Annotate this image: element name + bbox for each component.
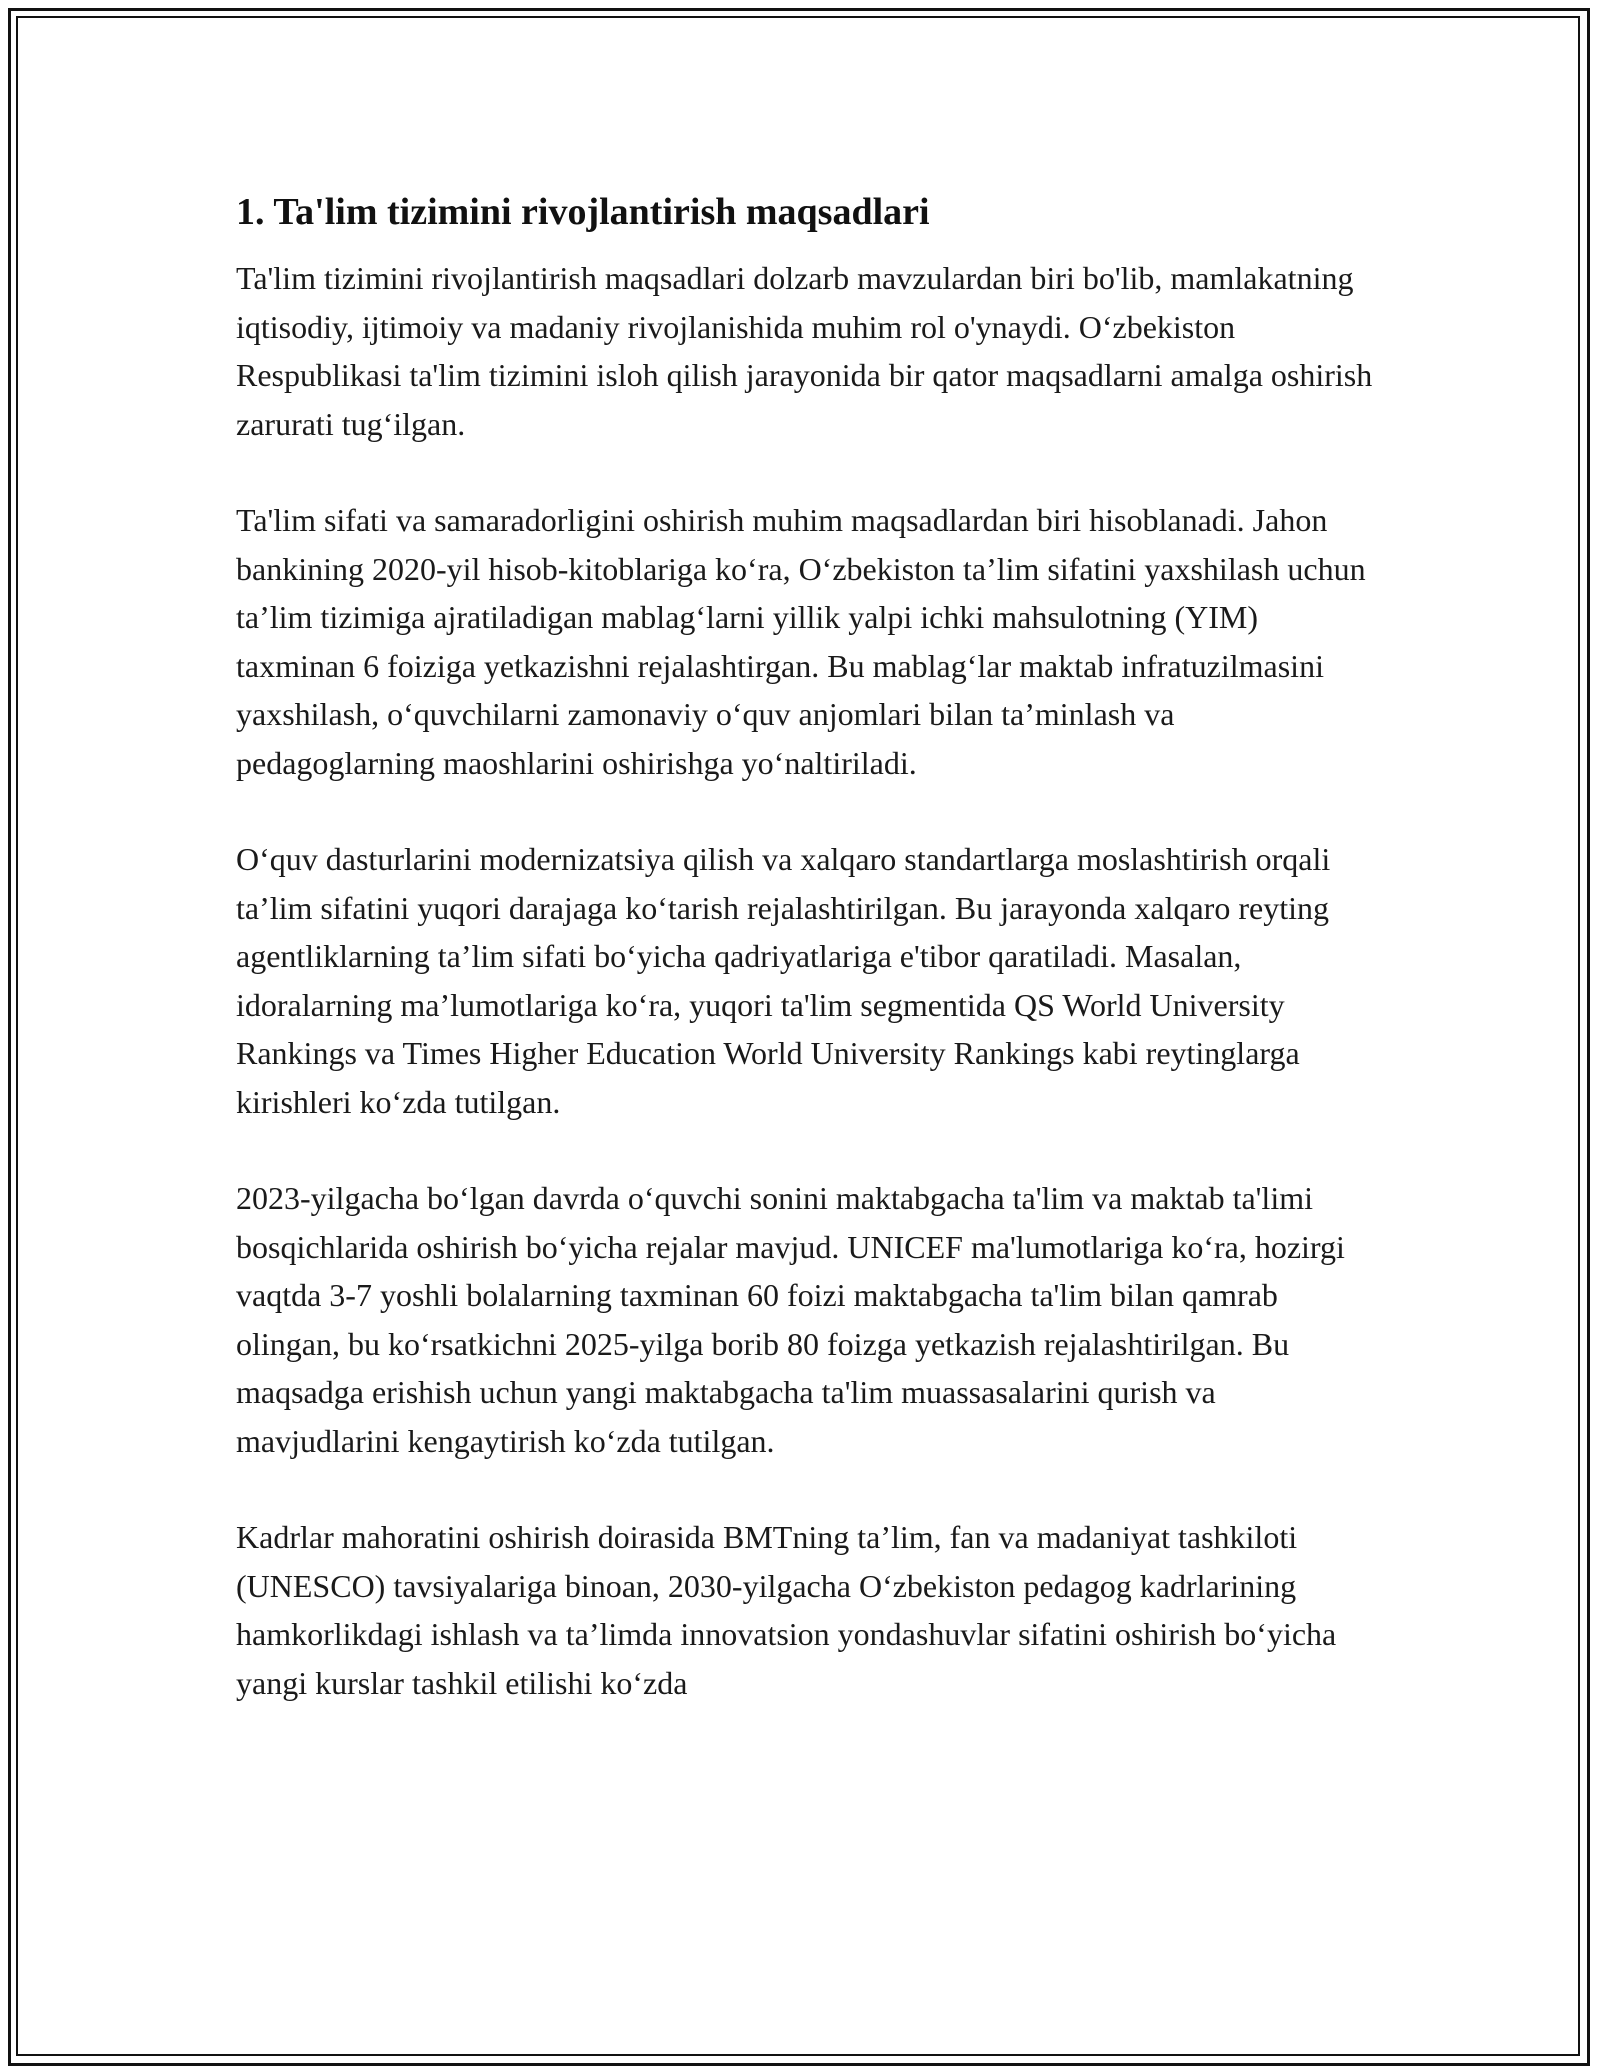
section-heading: 1. Ta'lim tizimini rivojlantirish maqsadlari — [236, 191, 930, 233]
paragraph-5: Kadrlar mahoratini oshirish doirasida BMTning ta’lim, fan va madaniyat tashkiloti (UNESCO) tavsiyalariga binoan, 2030-yilgacha O‘zbekiston pedagog kadrlarining hamkorlikdagi ishlash va ta’limda innovatsion yondashuvlar sifatini oshirish bo‘yicha yangi kurslar tashkil etilishi ko‘zda — [236, 1519, 1337, 1701]
paragraph-1: Ta'lim tizimini rivojlantirish maqsadlari dolzarb mavzulardan biri bo'lib, mamlakatning iqtisodiy, ijtimoiy va madaniy rivojlanishida muhim rol o'ynaydi. O‘zbekiston Respublikasi ta'lim tizimini isloh qilish jarayonida bir qator maqsadlarni amalga oshirish zarurati tug‘ilgan. — [236, 260, 1373, 442]
paragraph-3: O‘quv dasturlarini modernizatsiya qilish va xalqaro standartlarga moslashtirish orqali ta’lim sifatini yuqori darajaga ko‘tarish rejalashtirilgan. Bu jarayonda xalqaro reyting agentliklarning ta’lim sifati bo‘yicha qadriyatlariga e'tibor qaratiladi. Masalan, idoralarning ma’lumotlariga ko‘ra, yuqori ta'lim segmentida QS World University Rankings va Times Higher Education World University Rankings kabi reytinglarga kirishleri ko‘zda tutilgan. — [236, 841, 1331, 1120]
paragraph-4: 2023-yilgacha bo‘lgan davrda o‘quvchi sonini maktabgacha ta'lim va maktab ta'limi bosqichlarida oshirish bo‘yicha rejalar mavjud. UNICEF ma'lumotlariga ko‘ra, hozirgi vaqtda 3-7 yoshli bolalarning taxminan 60 foizi maktabgacha ta'lim bilan qamrab olingan, bu ko‘rsatkichni 2025-yilga borib 80 foizga yetkazish rejalashtirilgan. Bu maqsadga erishish uchun yangi maktabgacha ta'lim muassasalarini qurish va mavjudlarini kengaytirish ko‘zda tutilgan. — [236, 1180, 1345, 1459]
paragraph-2: Ta'lim sifati va samaradorligini oshirish muhim maqsadlardan biri hisoblanadi. Jahon bankining 2020-yil hisob-kitoblariga ko‘ra, O‘zbekiston ta’lim sifatini yaxshilash uchun ta’lim tizimiga ajratiladigan mablag‘larni yillik yalpi ichki mahsulotning (YIM) taxminan 6 foiziga yetkazishni rejalashtirgan. Bu mablag‘lar maktab infratuzilmasini yaxshilash, o‘quvchilarni zamonaviy o‘quv anjomlari bilan ta’minlash va pedagoglarning maoshlarini oshirishga yo‘naltiriladi. — [236, 502, 1366, 781]
document-body — [236, 186, 1376, 1755]
